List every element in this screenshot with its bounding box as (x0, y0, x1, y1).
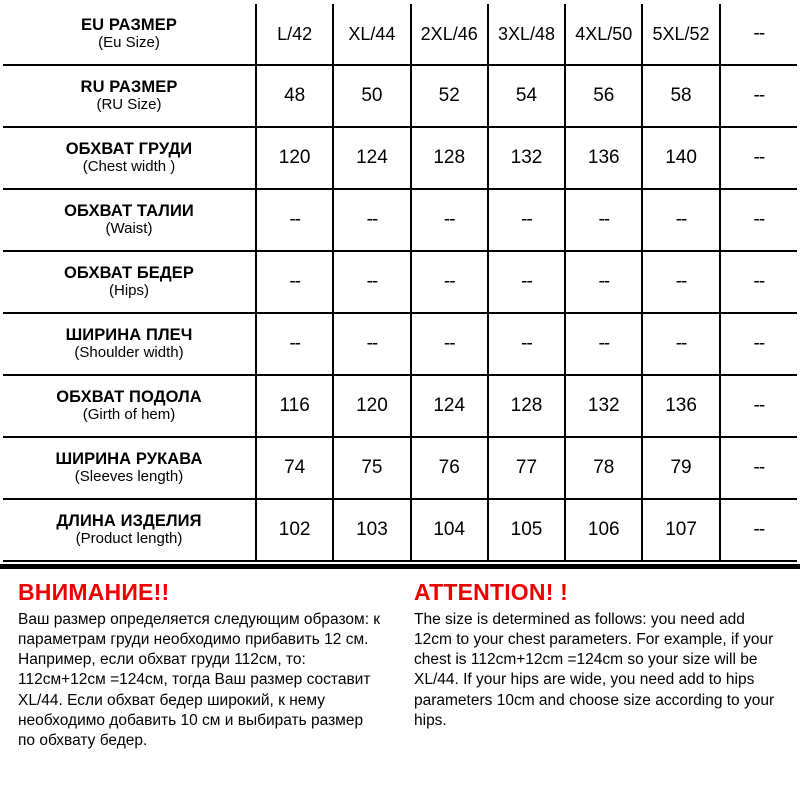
row-label-cell (3, 65, 256, 127)
size-cell (256, 251, 333, 313)
cell-value: 128 (433, 147, 466, 168)
row-label-ru: ДЛИНА ИЗДЕЛИЯ (56, 511, 202, 530)
size-cell (411, 437, 488, 499)
cell-value: 103 (356, 519, 388, 540)
size-cell (333, 127, 410, 189)
size-cell (720, 65, 797, 127)
size-cell (488, 375, 565, 437)
cell-value: -- (753, 23, 765, 44)
size-cell (256, 437, 333, 499)
attention-title-en: ATTENTION! ! (414, 579, 569, 605)
row-label-cell (3, 189, 256, 251)
row-label-cell (3, 375, 256, 437)
cell-value: -- (366, 271, 378, 292)
cell-value: -- (289, 271, 300, 292)
cell-value: 132 (510, 147, 543, 168)
cell-value: -- (753, 271, 765, 292)
cell-value: -- (521, 209, 532, 230)
cell-value: -- (753, 457, 765, 478)
size-cell (720, 189, 797, 251)
cell-value: 58 (670, 85, 692, 106)
size-cell (333, 4, 410, 65)
size-cell (642, 313, 719, 375)
size-cell (565, 127, 642, 189)
size-cell (720, 499, 797, 561)
size-cell (256, 189, 333, 251)
size-cell (256, 127, 333, 189)
row-label-en: (RU Size) (96, 96, 162, 114)
size-cell (642, 4, 719, 65)
row-label-ru: ОБХВАТ БЕДЕР (64, 263, 194, 282)
size-cell (333, 65, 410, 127)
cell-value: -- (598, 333, 610, 354)
cell-value: 2XL/46 (420, 23, 478, 44)
cell-value: -- (675, 333, 687, 354)
row-label-ru: ОБХВАТ ТАЛИИ (64, 201, 194, 220)
size-cell (333, 251, 410, 313)
size-cell (488, 65, 565, 127)
cell-value: -- (366, 333, 378, 354)
size-cell (642, 251, 719, 313)
size-cell (488, 499, 565, 561)
cell-value: -- (753, 85, 765, 106)
size-cell (411, 251, 488, 313)
size-cell (488, 4, 565, 65)
size-cell (333, 375, 410, 437)
size-cell (333, 313, 410, 375)
attention-note-ru (0, 579, 400, 751)
cell-value: -- (753, 209, 765, 230)
size-cell (720, 127, 797, 189)
row-label-ru: RU РАЗМЕР (80, 77, 178, 96)
size-cell (565, 375, 642, 437)
cell-value: -- (675, 209, 687, 230)
size-cell (256, 4, 333, 65)
row-label-ru: EU РАЗМЕР (81, 15, 177, 34)
cell-value: -- (521, 271, 532, 292)
size-cell (642, 189, 719, 251)
table-row (3, 375, 797, 437)
cell-value: 102 (278, 519, 311, 540)
attention-title-ru: ВНИМАНИЕ!! (18, 579, 170, 605)
cell-value: 75 (361, 457, 383, 478)
cell-value: 136 (587, 147, 620, 168)
table-row (3, 499, 797, 561)
attention-body-en: The size is determined as follows: you need add 12cm to your chest parameters. For example, if your chest is 112cm+12cm =124cm so your size will be XL/44. If your hips are wide, you need add to hips parameters 10cm and choose size according to your hips. (414, 611, 775, 729)
size-cell (642, 437, 719, 499)
cell-value: 128 (510, 395, 543, 416)
cell-value: L/42 (277, 23, 313, 44)
row-label-cell (3, 437, 256, 499)
cell-value: -- (598, 209, 610, 230)
table-row (3, 313, 797, 375)
table-row (3, 251, 797, 313)
row-label-ru: ОБХВАТ ПОДОЛА (56, 387, 202, 406)
row-label-cell (3, 499, 256, 561)
size-cell (565, 4, 642, 65)
size-cell (565, 437, 642, 499)
table-row (3, 65, 797, 127)
size-cell (720, 4, 797, 65)
row-label-en: (Waist) (105, 220, 153, 238)
cell-value: 4XL/50 (575, 23, 633, 44)
cell-value: XL/44 (348, 23, 396, 44)
size-cell (565, 251, 642, 313)
attention-note-en (400, 579, 800, 751)
cell-value: 76 (438, 457, 460, 478)
size-cell (411, 499, 488, 561)
cell-value: 52 (438, 85, 460, 106)
cell-value: 48 (284, 85, 306, 106)
cell-value: 106 (587, 519, 620, 540)
size-cell (411, 189, 488, 251)
size-chart-body (3, 4, 797, 561)
size-cell (256, 375, 333, 437)
row-label-en: (Sleeves length) (74, 468, 184, 486)
size-cell (488, 437, 565, 499)
size-cell (411, 375, 488, 437)
cell-value: -- (521, 333, 532, 354)
attention-section (0, 569, 800, 751)
cell-value: -- (289, 209, 300, 230)
size-cell (256, 65, 333, 127)
cell-value: -- (598, 271, 610, 292)
cell-value: 79 (670, 457, 692, 478)
size-cell (565, 313, 642, 375)
cell-value: -- (443, 271, 455, 292)
table-row (3, 4, 797, 65)
size-cell (411, 4, 488, 65)
size-cell (642, 65, 719, 127)
row-label-cell (3, 4, 256, 65)
size-cell (720, 375, 797, 437)
row-label-ru: ОБХВАТ ГРУДИ (65, 139, 193, 158)
cell-value: 54 (515, 85, 538, 106)
size-cell (642, 127, 719, 189)
size-cell (488, 127, 565, 189)
cell-value: 120 (278, 147, 311, 168)
cell-value: -- (289, 333, 300, 354)
table-row (3, 189, 797, 251)
size-cell (565, 499, 642, 561)
table-row (3, 437, 797, 499)
cell-value: -- (753, 333, 765, 354)
cell-value: 105 (510, 519, 543, 540)
cell-value: -- (675, 271, 687, 292)
cell-value: -- (443, 209, 455, 230)
cell-value: 78 (593, 457, 615, 478)
size-cell (642, 375, 719, 437)
size-cell (333, 189, 410, 251)
size-cell (642, 499, 719, 561)
cell-value: -- (443, 333, 455, 354)
cell-value: 50 (361, 85, 383, 106)
row-label-ru: ШИРИНА РУКАВА (55, 449, 203, 468)
size-cell (565, 65, 642, 127)
size-cell (411, 313, 488, 375)
size-cell (411, 127, 488, 189)
row-label-cell (3, 127, 256, 189)
row-label-en: (Eu Size) (98, 34, 160, 52)
row-label-cell (3, 251, 256, 313)
attention-body-ru: Ваш размер определяется следующим образом: к параметрам груди необходимо прибавить 12 см. Например, если обхват груди 112см, то: 112см+12см =124см, тогда Ваш размер составит XL/44. Если обхват бедер широкий, к нему необходимо добавить 10 см и выбирать размер по обхвату бедер. (18, 611, 381, 749)
size-cell (565, 189, 642, 251)
cell-value: 3XL/48 (497, 23, 556, 44)
row-label-en: (Girth of hem) (82, 406, 176, 424)
cell-value: -- (753, 395, 765, 416)
size-cell (333, 499, 410, 561)
size-cell (488, 313, 565, 375)
size-chart-table (3, 4, 797, 562)
cell-value: 5XL/52 (652, 23, 710, 44)
size-cell (256, 499, 333, 561)
cell-value: 132 (587, 395, 620, 416)
cell-value: -- (366, 209, 378, 230)
cell-value: 104 (433, 519, 466, 540)
cell-value: 74 (284, 457, 306, 478)
row-label-cell (3, 313, 256, 375)
size-cell (488, 251, 565, 313)
cell-value: 124 (433, 395, 466, 416)
cell-value: 116 (279, 395, 310, 416)
cell-value: 107 (665, 519, 697, 540)
size-cell (488, 189, 565, 251)
size-cell (333, 437, 410, 499)
table-row (3, 127, 797, 189)
cell-value: 120 (356, 395, 388, 416)
row-label-en: (Hips) (109, 282, 149, 300)
cell-value: 56 (593, 85, 615, 106)
size-cell (256, 313, 333, 375)
cell-value: 136 (665, 395, 697, 416)
cell-value: -- (753, 519, 765, 540)
size-cell (411, 65, 488, 127)
size-cell (720, 437, 797, 499)
row-label-en: (Shoulder width) (74, 344, 184, 362)
row-label-en: (Chest width ) (82, 158, 176, 176)
cell-value: 124 (356, 147, 388, 168)
size-cell (720, 251, 797, 313)
cell-value: 77 (515, 457, 538, 478)
size-cell (720, 313, 797, 375)
cell-value: 140 (665, 147, 697, 168)
row-label-en: (Product length) (75, 530, 183, 548)
row-label-ru: ШИРИНА ПЛЕЧ (65, 325, 193, 344)
cell-value: -- (753, 147, 765, 168)
